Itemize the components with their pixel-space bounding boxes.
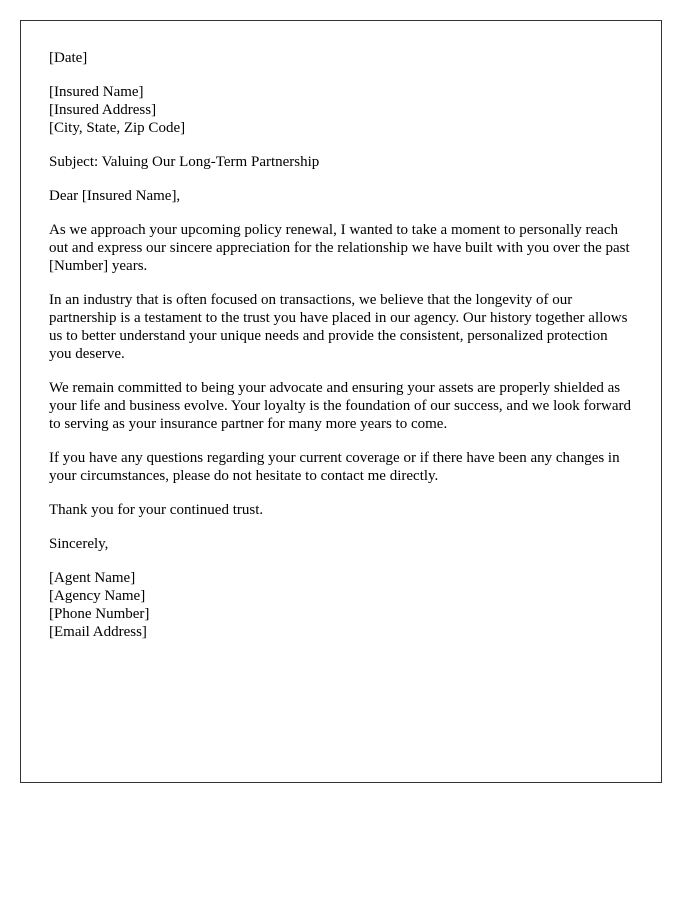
body-paragraph: Thank you for your continued trust. [49,502,264,518]
recipient-city-state-zip: [City, State, Zip Code] [49,120,186,136]
signature-block [49,569,633,641]
body-paragraph: We remain committed to being your advocate and ensuring your assets are properly shielded as your life and business evolve. Your loyalty is the foundation of our success, and we look forward to serving as your insurance partner for many more years to come. [49,380,631,432]
letter [20,20,662,783]
body-paragraph: As we approach your upcoming policy renewal, I wanted to take a moment to personally reach out and express our sincere appreciation for the relationship we have built with you over the past [Number] years. [49,222,630,274]
body-paragraph: In an industry that is often focused on transactions, we believe that the longevity of our partnership is a testament to the trust you have placed in our agency. Our history together allows us to better understand your unique needs and provide the consistent, personalized protection you deserve. [49,292,628,362]
body-paragraph: If you have any questions regarding your current coverage or if there have been any changes in your circumstances, please do not hesitate to contact me directly. [49,450,620,484]
salutation: Dear [Insured Name], [49,188,181,204]
date: [Date] [49,50,88,66]
email-address: [Email Address] [49,624,147,640]
recipient-block [49,83,633,137]
recipient-address: [Insured Address] [49,102,157,118]
subject-line: Subject: Valuing Our Long-Term Partnership [49,154,320,170]
recipient-name: [Insured Name] [49,84,144,100]
agent-name: [Agent Name] [49,570,136,586]
phone-number: [Phone Number] [49,606,150,622]
agency-name: [Agency Name] [49,588,146,604]
closing: Sincerely, [49,536,109,552]
